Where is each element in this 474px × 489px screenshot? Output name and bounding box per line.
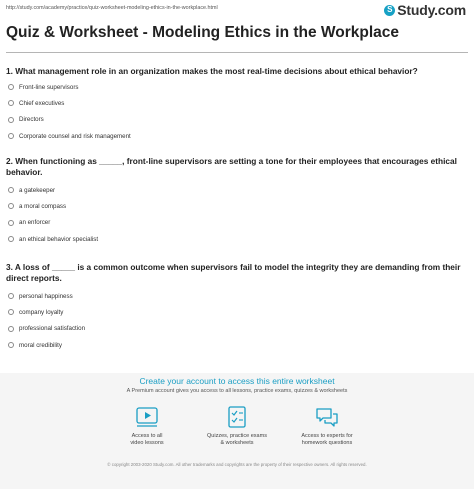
question-3: 3. A loss of _____ is a common outcome when supervisors fail to model the integrity they are demanding from their direct reports. bbox=[6, 262, 461, 283]
feature-label-line1: Access to all bbox=[131, 433, 163, 439]
question-2-options bbox=[8, 182, 98, 247]
answer-label: a gatekeeper bbox=[19, 186, 56, 194]
answer-label: Corporate counsel and risk management bbox=[19, 132, 131, 140]
answer-option[interactable] bbox=[8, 215, 98, 231]
answer-option[interactable] bbox=[8, 288, 85, 304]
study-logo[interactable] bbox=[384, 2, 466, 18]
title-divider bbox=[6, 52, 468, 53]
page-url: http://study.com/academy/practice/quiz-worksheet-modeling-ethics-in-the-workplace.html bbox=[6, 5, 218, 11]
feature-label-line1: Access to experts for bbox=[301, 433, 353, 439]
answer-option[interactable] bbox=[8, 198, 98, 214]
quiz-icon bbox=[224, 405, 250, 430]
answer-label: Chief executives bbox=[19, 99, 65, 107]
answer-label: Front-line supervisors bbox=[19, 83, 79, 91]
radio-button-icon[interactable] bbox=[8, 203, 14, 209]
answer-label: moral credibility bbox=[19, 341, 62, 349]
answer-label: company loyalty bbox=[19, 308, 64, 316]
radio-button-icon[interactable] bbox=[8, 133, 14, 139]
answer-label: professional satisfaction bbox=[19, 325, 86, 333]
cta-title[interactable]: Create your account to access this entire worksheet bbox=[139, 376, 335, 386]
question-2: 2. When functioning as _____, front-line supervisors are setting a tone for their employees that encourages ethical behavior. bbox=[6, 156, 457, 177]
answer-label: an ethical behavior specialist bbox=[19, 235, 99, 243]
radio-button-icon[interactable] bbox=[8, 309, 14, 315]
answer-label: Directors bbox=[19, 116, 44, 124]
expert-chat-icon bbox=[314, 405, 340, 430]
feature-label-line2: & worksheets bbox=[220, 439, 254, 446]
radio-button-icon[interactable] bbox=[8, 100, 14, 106]
answer-option[interactable] bbox=[8, 304, 85, 320]
answer-option[interactable] bbox=[8, 128, 131, 144]
answer-option[interactable] bbox=[8, 321, 85, 337]
page-title: Quiz & Worksheet - Modeling Ethics in the Workplace bbox=[6, 24, 400, 41]
answer-label: a moral compass bbox=[19, 202, 67, 210]
feature-label-line2: homework questions bbox=[301, 439, 353, 446]
answer-option[interactable] bbox=[8, 337, 85, 353]
logo-mark-icon: S bbox=[384, 5, 395, 16]
video-lesson-icon bbox=[134, 405, 160, 430]
feature-label-line1: Quizzes, practice exams bbox=[207, 433, 267, 439]
question-1-options bbox=[8, 79, 131, 144]
radio-button-icon[interactable] bbox=[8, 342, 14, 348]
answer-option[interactable] bbox=[8, 95, 131, 111]
feature-video-lessons bbox=[102, 405, 192, 446]
cta-subtitle: A Premium account gives you access to all lessons, practice exams, quizzes & worksheets bbox=[126, 388, 348, 394]
radio-button-icon[interactable] bbox=[8, 293, 14, 299]
answer-option[interactable] bbox=[8, 79, 131, 95]
feature-experts bbox=[282, 405, 372, 446]
answer-option[interactable] bbox=[8, 112, 131, 128]
radio-button-icon[interactable] bbox=[8, 220, 14, 226]
radio-button-icon[interactable] bbox=[8, 117, 14, 123]
feature-quizzes bbox=[192, 405, 282, 446]
question-3-options bbox=[8, 288, 85, 353]
answer-option[interactable] bbox=[8, 231, 98, 247]
answer-label: personal happiness bbox=[19, 292, 73, 300]
answer-label: an enforcer bbox=[19, 219, 51, 227]
radio-button-icon[interactable] bbox=[8, 326, 14, 332]
copyright-notice: © copyright 2003-2020 Study.com. All other trademarks and copyrights are the property of their respective owners. All rights reserved. bbox=[107, 462, 367, 467]
logo-text: Study.com bbox=[397, 2, 466, 18]
radio-button-icon[interactable] bbox=[8, 236, 14, 242]
radio-button-icon[interactable] bbox=[8, 187, 14, 193]
question-1: 1. What management role in an organization makes the most real-time decisions about ethical behavior? bbox=[6, 66, 418, 76]
answer-option[interactable] bbox=[8, 182, 98, 198]
feature-label-line2: video lessons bbox=[130, 439, 164, 446]
radio-button-icon[interactable] bbox=[8, 84, 14, 90]
